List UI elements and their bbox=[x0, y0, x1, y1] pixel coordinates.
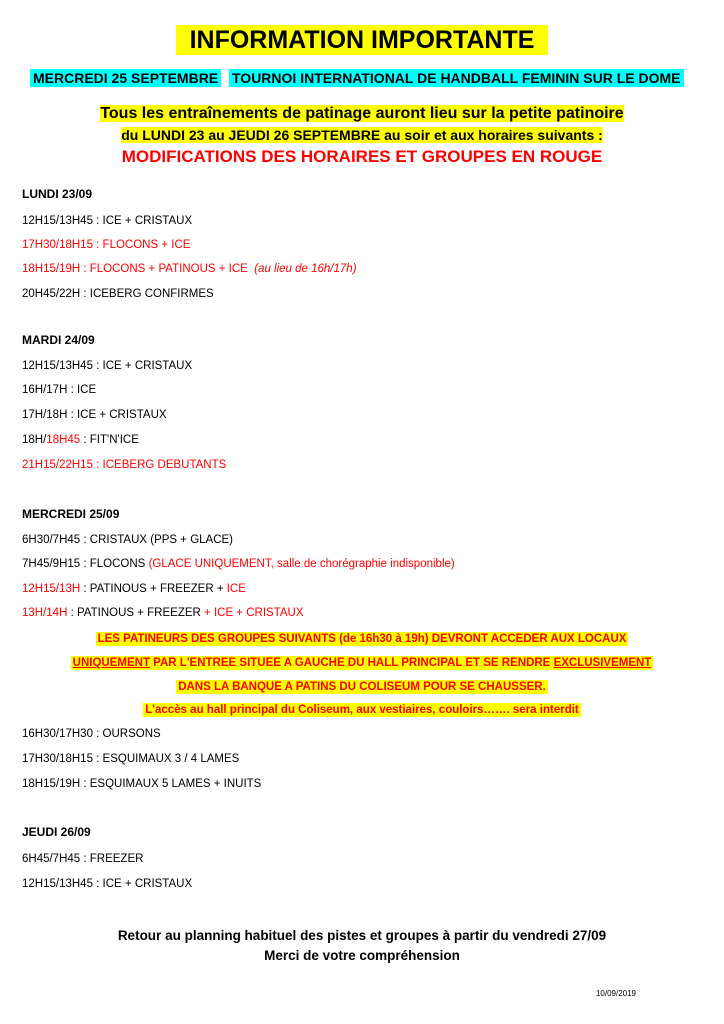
schedule-line: 6H30/7H45 : CRISTAUX (PPS + GLACE) bbox=[22, 534, 234, 546]
schedule-line-part: 18H/ bbox=[22, 434, 47, 446]
schedule-line: 12H15/13H45 : ICE + CRISTAUX bbox=[22, 360, 193, 372]
schedule-line bbox=[22, 263, 357, 275]
intro-line-1: Tous les entraînements de patinage auront lieu sur la petite patinoire bbox=[100, 105, 624, 122]
schedule-line-part: : FIT'N'ICE bbox=[80, 434, 139, 446]
document-date: 10/09/2019 bbox=[595, 989, 636, 998]
schedule-line-part: 12H15/13H bbox=[22, 583, 81, 595]
schedule-line-part: : PATINOUS + FREEZER bbox=[67, 607, 205, 619]
day-mercredi-title: MERCREDI 25/09 bbox=[22, 507, 120, 521]
notice-line-1 bbox=[0, 633, 724, 645]
schedule-line: 17H/18H : ICE + CRISTAUX bbox=[22, 409, 167, 421]
schedule-line bbox=[22, 607, 304, 619]
schedule-line-part: 7H45/9H15 : FLOCONS bbox=[22, 558, 149, 570]
event-date: MERCREDI 25 SEPTEMBRE bbox=[30, 69, 221, 87]
intro-line-2: du LUNDI 23 au JEUDI 26 SEPTEMBRE au soir et aux horaires suivants : bbox=[121, 127, 603, 143]
schedule-line: 6H45/7H45 : FREEZER bbox=[22, 853, 144, 865]
schedule-line bbox=[22, 434, 139, 446]
day-mardi-title: MARDI 24/09 bbox=[22, 333, 95, 347]
notice-text: DANS LA BANQUE A PATINS DU COLISEUM POUR SE CHAUSSER. bbox=[178, 681, 546, 693]
notice-part: PAR L'ENTREE SITUEE A GAUCHE DU HALL PRINCIPAL ET SE RENDRE bbox=[149, 657, 554, 669]
schedule-line-part: (GLACE UNIQUEMENT, salle de chorégraphie indisponible) bbox=[148, 558, 455, 570]
schedule-line-note: (au lieu de 16h/17h) bbox=[254, 263, 357, 275]
page-title: INFORMATION IMPORTANTE bbox=[176, 25, 548, 55]
event-name: TOURNOI INTERNATIONAL DE HANDBALL FEMININ SUR LE DOME bbox=[229, 69, 684, 87]
notice-text: LES PATINEURS DES GROUPES SUIVANTS (de 16h30 à 19h) DEVRONT ACCEDER AUX LOCAUX bbox=[97, 633, 627, 645]
schedule-line-part: 13H/14H bbox=[22, 607, 68, 619]
notice-text bbox=[71, 656, 654, 670]
schedule-line-part: ICE bbox=[228, 263, 248, 275]
day-lundi-title: LUNDI 23/09 bbox=[22, 187, 93, 201]
notice-line-3 bbox=[0, 681, 724, 693]
schedule-line: 17H30/18H15 : ESQUIMAUX 3 / 4 LAMES bbox=[22, 753, 240, 765]
schedule-line bbox=[22, 583, 246, 595]
notice-emphasis: UNIQUEMENT bbox=[72, 657, 150, 669]
footer-line-2: Merci de votre compréhension bbox=[264, 948, 460, 963]
day-jeudi-title: JEUDI 26/09 bbox=[22, 825, 91, 839]
intro-line-1-wrap bbox=[0, 104, 724, 124]
schedule-line-part: : PATINOUS + FREEZER + bbox=[80, 583, 227, 595]
schedule-line: 16H30/17H30 : OURSONS bbox=[22, 728, 161, 740]
schedule-line-part: 18H45 bbox=[46, 434, 81, 446]
modifications-title: MODIFICATIONS DES HORAIRES ET GROUPES EN ROUGE bbox=[121, 147, 603, 166]
schedule-line: 21H15/22H15 : ICEBERG DEBUTANTS bbox=[22, 459, 227, 471]
notice-line-4 bbox=[0, 704, 724, 716]
notice-text: L'accès au hall principal du Coliseum, aux vestiaires, couloirs……. sera interdit bbox=[145, 704, 579, 716]
footer-line-1: Retour au planning habituel des pistes et groupes à partir du vendredi 27/09 bbox=[117, 928, 607, 943]
notice-line-2 bbox=[0, 657, 724, 669]
schedule-line: 17H30/18H15 : FLOCONS + ICE bbox=[22, 239, 191, 251]
schedule-line-part: 18H15/19H : FLOCONS + PATINOUS + bbox=[22, 263, 229, 275]
schedule-line: 12H15/13H45 : ICE + CRISTAUX bbox=[22, 215, 193, 227]
schedule-line bbox=[22, 558, 455, 570]
schedule-line: 16H/17H : ICE bbox=[22, 384, 97, 396]
schedule-line: 20H45/22H : ICEBERG CONFIRMES bbox=[22, 288, 214, 300]
schedule-line-part: + ICE + CRISTAUX bbox=[204, 607, 304, 619]
schedule-line: 12H15/13H45 : ICE + CRISTAUX bbox=[22, 878, 193, 890]
schedule-line-part: ICE bbox=[226, 583, 246, 595]
intro-line-2-wrap bbox=[0, 125, 724, 145]
schedule-line: 18H15/19H : ESQUIMAUX 5 LAMES + INUITS bbox=[22, 778, 262, 790]
notice-emphasis: EXCLUSIVEMENT bbox=[553, 657, 652, 669]
